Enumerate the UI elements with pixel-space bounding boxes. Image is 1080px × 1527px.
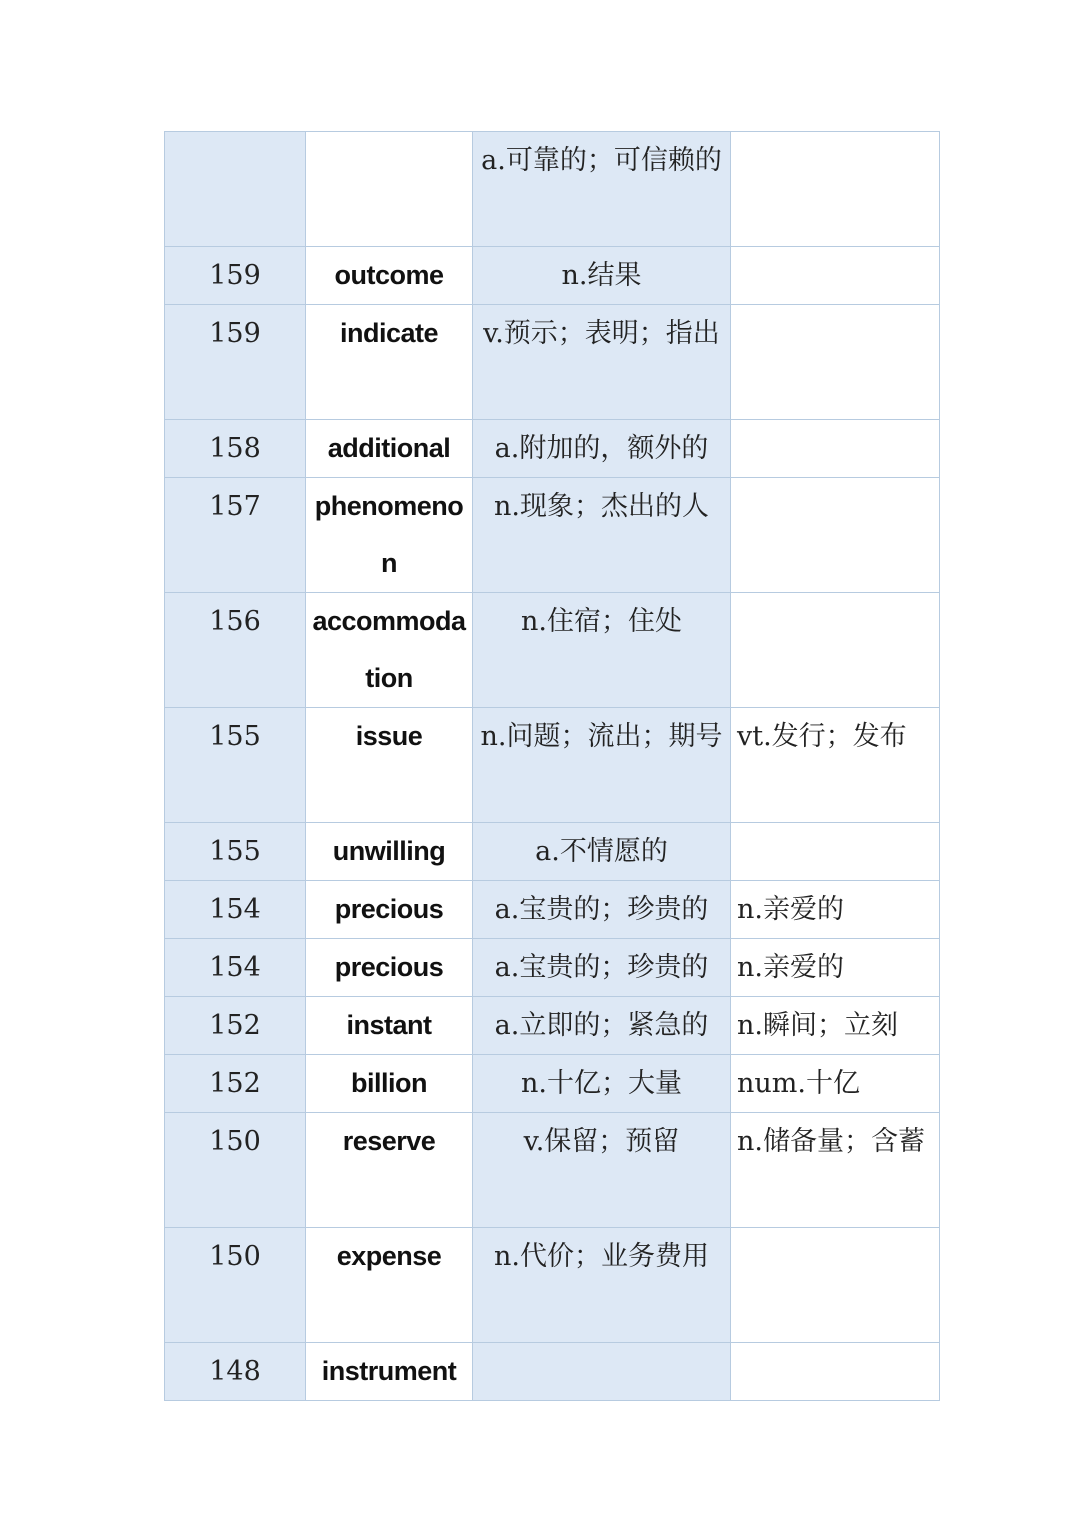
secondary-meaning-cell: vt.发行；发布 — [731, 708, 940, 823]
word-cell: precious — [306, 939, 473, 997]
primary-meaning-cell: a.宝贵的；珍贵的 — [473, 881, 731, 939]
frequency-cell: 148 — [165, 1343, 306, 1401]
frequency-cell: 150 — [165, 1228, 306, 1343]
word-cell: indicate — [306, 305, 473, 420]
primary-meaning-cell: v.预示；表明；指出 — [473, 305, 731, 420]
table-row — [165, 708, 940, 823]
table-row — [165, 247, 940, 305]
word-cell: expense — [306, 1228, 473, 1343]
frequency-cell: 156 — [165, 593, 306, 708]
word-cell: reserve — [306, 1113, 473, 1228]
word-cell: billion — [306, 1055, 473, 1113]
secondary-meaning-cell — [731, 1228, 940, 1343]
table-row — [165, 1228, 940, 1343]
table-row — [165, 1055, 940, 1113]
secondary-meaning-cell — [731, 593, 940, 708]
word-cell: instrument — [306, 1343, 473, 1401]
primary-meaning-cell: v.保留；预留 — [473, 1113, 731, 1228]
frequency-cell: 152 — [165, 997, 306, 1055]
frequency-cell: 157 — [165, 478, 306, 593]
word-cell: unwilling — [306, 823, 473, 881]
frequency-cell: 159 — [165, 247, 306, 305]
secondary-meaning-cell: n.储备量；含蓄 — [731, 1113, 940, 1228]
word-cell — [306, 132, 473, 247]
table-row — [165, 478, 940, 593]
frequency-cell: 155 — [165, 823, 306, 881]
primary-meaning-cell: a.附加的，额外的 — [473, 420, 731, 478]
primary-meaning-cell: a.可靠的；可信赖的 — [473, 132, 731, 247]
secondary-meaning-cell — [731, 247, 940, 305]
word-cell: precious — [306, 881, 473, 939]
word-cell: outcome — [306, 247, 473, 305]
primary-meaning-cell: n.十亿；大量 — [473, 1055, 731, 1113]
table-row — [165, 1343, 940, 1401]
word-cell: issue — [306, 708, 473, 823]
word-cell: accommodation — [306, 593, 473, 708]
secondary-meaning-cell: n.瞬间；立刻 — [731, 997, 940, 1055]
secondary-meaning-cell — [731, 1343, 940, 1401]
secondary-meaning-cell: n.亲爱的 — [731, 939, 940, 997]
secondary-meaning-cell — [731, 420, 940, 478]
secondary-meaning-cell: n.亲爱的 — [731, 881, 940, 939]
primary-meaning-cell: n.问题；流出；期号 — [473, 708, 731, 823]
primary-meaning-cell: n.结果 — [473, 247, 731, 305]
table-row — [165, 881, 940, 939]
frequency-cell: 150 — [165, 1113, 306, 1228]
secondary-meaning-cell — [731, 132, 940, 247]
secondary-meaning-cell — [731, 305, 940, 420]
vocabulary-table-body — [165, 132, 940, 1401]
frequency-cell: 152 — [165, 1055, 306, 1113]
secondary-meaning-cell — [731, 478, 940, 593]
word-cell: additional — [306, 420, 473, 478]
primary-meaning-cell: n.代价；业务费用 — [473, 1228, 731, 1343]
primary-meaning-cell — [473, 1343, 731, 1401]
primary-meaning-cell: a.不情愿的 — [473, 823, 731, 881]
table-row — [165, 305, 940, 420]
table-row — [165, 939, 940, 997]
frequency-cell: 154 — [165, 881, 306, 939]
primary-meaning-cell: a.宝贵的；珍贵的 — [473, 939, 731, 997]
frequency-cell: 158 — [165, 420, 306, 478]
frequency-cell: 159 — [165, 305, 306, 420]
secondary-meaning-cell: num.十亿 — [731, 1055, 940, 1113]
table-row — [165, 593, 940, 708]
table-row — [165, 420, 940, 478]
table-row — [165, 1113, 940, 1228]
primary-meaning-cell: n.现象；杰出的人 — [473, 478, 731, 593]
frequency-cell: 154 — [165, 939, 306, 997]
frequency-cell: 155 — [165, 708, 306, 823]
primary-meaning-cell: n.住宿；住处 — [473, 593, 731, 708]
word-cell: instant — [306, 997, 473, 1055]
table-row — [165, 997, 940, 1055]
vocabulary-table — [164, 131, 940, 1401]
table-row — [165, 132, 940, 247]
frequency-cell — [165, 132, 306, 247]
primary-meaning-cell: a.立即的；紧急的 — [473, 997, 731, 1055]
word-cell: phenomenon — [306, 478, 473, 593]
secondary-meaning-cell — [731, 823, 940, 881]
table-row — [165, 823, 940, 881]
